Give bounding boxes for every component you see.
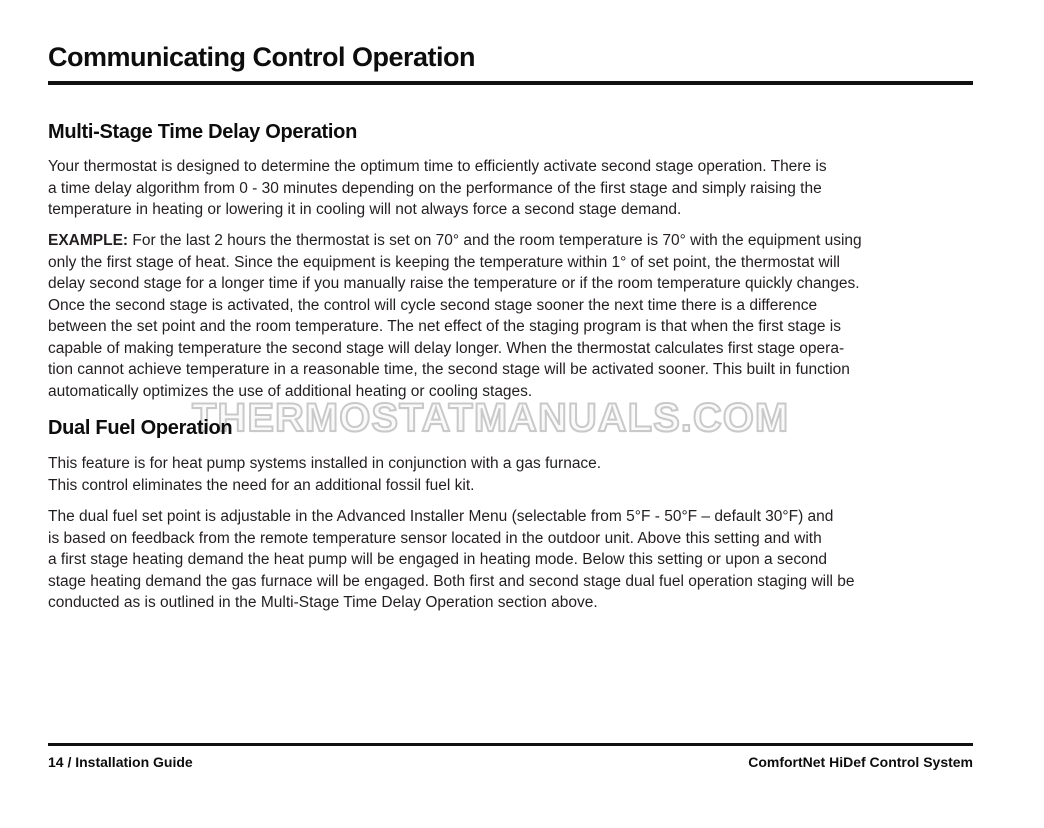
title-divider-rule	[48, 81, 973, 85]
page-title: Communicating Control Operation	[48, 42, 475, 72]
example-label: EXAMPLE:	[48, 232, 129, 249]
text-line: temperature in heating or lowering it in cooling will not always force a second stage demand.	[48, 201, 682, 218]
text-line: conducted as is outlined in the Multi-Stage Time Delay Operation section above.	[48, 594, 598, 611]
text-line: between the set point and the room temperature. The net effect of the staging program is that when the first stage is	[48, 318, 841, 335]
text-line: only the first stage of heat. Since the equipment is keeping the temperature within 1° of set point, the thermostat will	[48, 253, 840, 271]
watermark-text: THERMOSTATMANUALS.COM	[192, 396, 790, 440]
footer-divider-rule	[48, 743, 973, 746]
dual-fuel-intro-paragraph	[48, 453, 978, 496]
text-line: Your thermostat is designed to determine the optimum time to efficiently activate second stage operation. There is	[48, 158, 827, 175]
text-line: This control eliminates the need for an additional fossil fuel kit.	[48, 476, 475, 494]
dual-fuel-detail-paragraph	[48, 506, 978, 614]
text-line: a time delay algorithm from 0 - 30 minutes depending on the performance of the first stage and simply raising the	[48, 179, 822, 197]
text-line: tion cannot achieve temperature in a reasonable time, the second stage will be activated sooner. This built in function	[48, 361, 850, 378]
footer-product-name: ComfortNet HiDef Control System	[748, 754, 973, 770]
text-line: This feature is for heat pump systems installed in conjunction with a gas furnace.	[48, 455, 602, 472]
text-line: delay second stage for a longer time if you manually raise the temperature or if the room temperature quickly changes.	[48, 275, 860, 292]
text-line: capable of making temperature the second stage will delay longer. When the thermostat calculates first stage opera-	[48, 339, 845, 357]
text-line: The dual fuel set point is adjustable in the Advanced Installer Menu (selectable from 5°F - 50°F – default 30°F) and	[48, 508, 834, 525]
text-line	[48, 230, 978, 252]
section-heading-multi-stage-time-delay: Multi-Stage Time Delay Operation	[48, 121, 357, 143]
text-line: is based on feedback from the remote temperature sensor located in the outdoor unit. Above this setting and with	[48, 529, 822, 547]
text-line: automatically optimizes the use of additional heating or cooling stages.	[48, 382, 533, 400]
text-line: a first stage heating demand the heat pump will be engaged in heating mode. Below this setting or upon a second	[48, 551, 827, 568]
multi-stage-intro-paragraph	[48, 156, 978, 221]
text-line: Once the second stage is activated, the control will cycle second stage sooner the next time there is a difference	[48, 296, 818, 314]
example-paragraph	[48, 230, 978, 402]
footer-page-number: 14 / Installation Guide	[48, 754, 193, 770]
text-span: For the last 2 hours the thermostat is set on 70° and the room temperature is 70° with the equipment using	[132, 232, 862, 249]
page-footer	[48, 754, 973, 770]
text-line: stage heating demand the gas furnace will be engaged. Both first and second stage dual fuel operation staging will be	[48, 572, 855, 590]
section-heading-dual-fuel: Dual Fuel Operation	[48, 417, 233, 439]
